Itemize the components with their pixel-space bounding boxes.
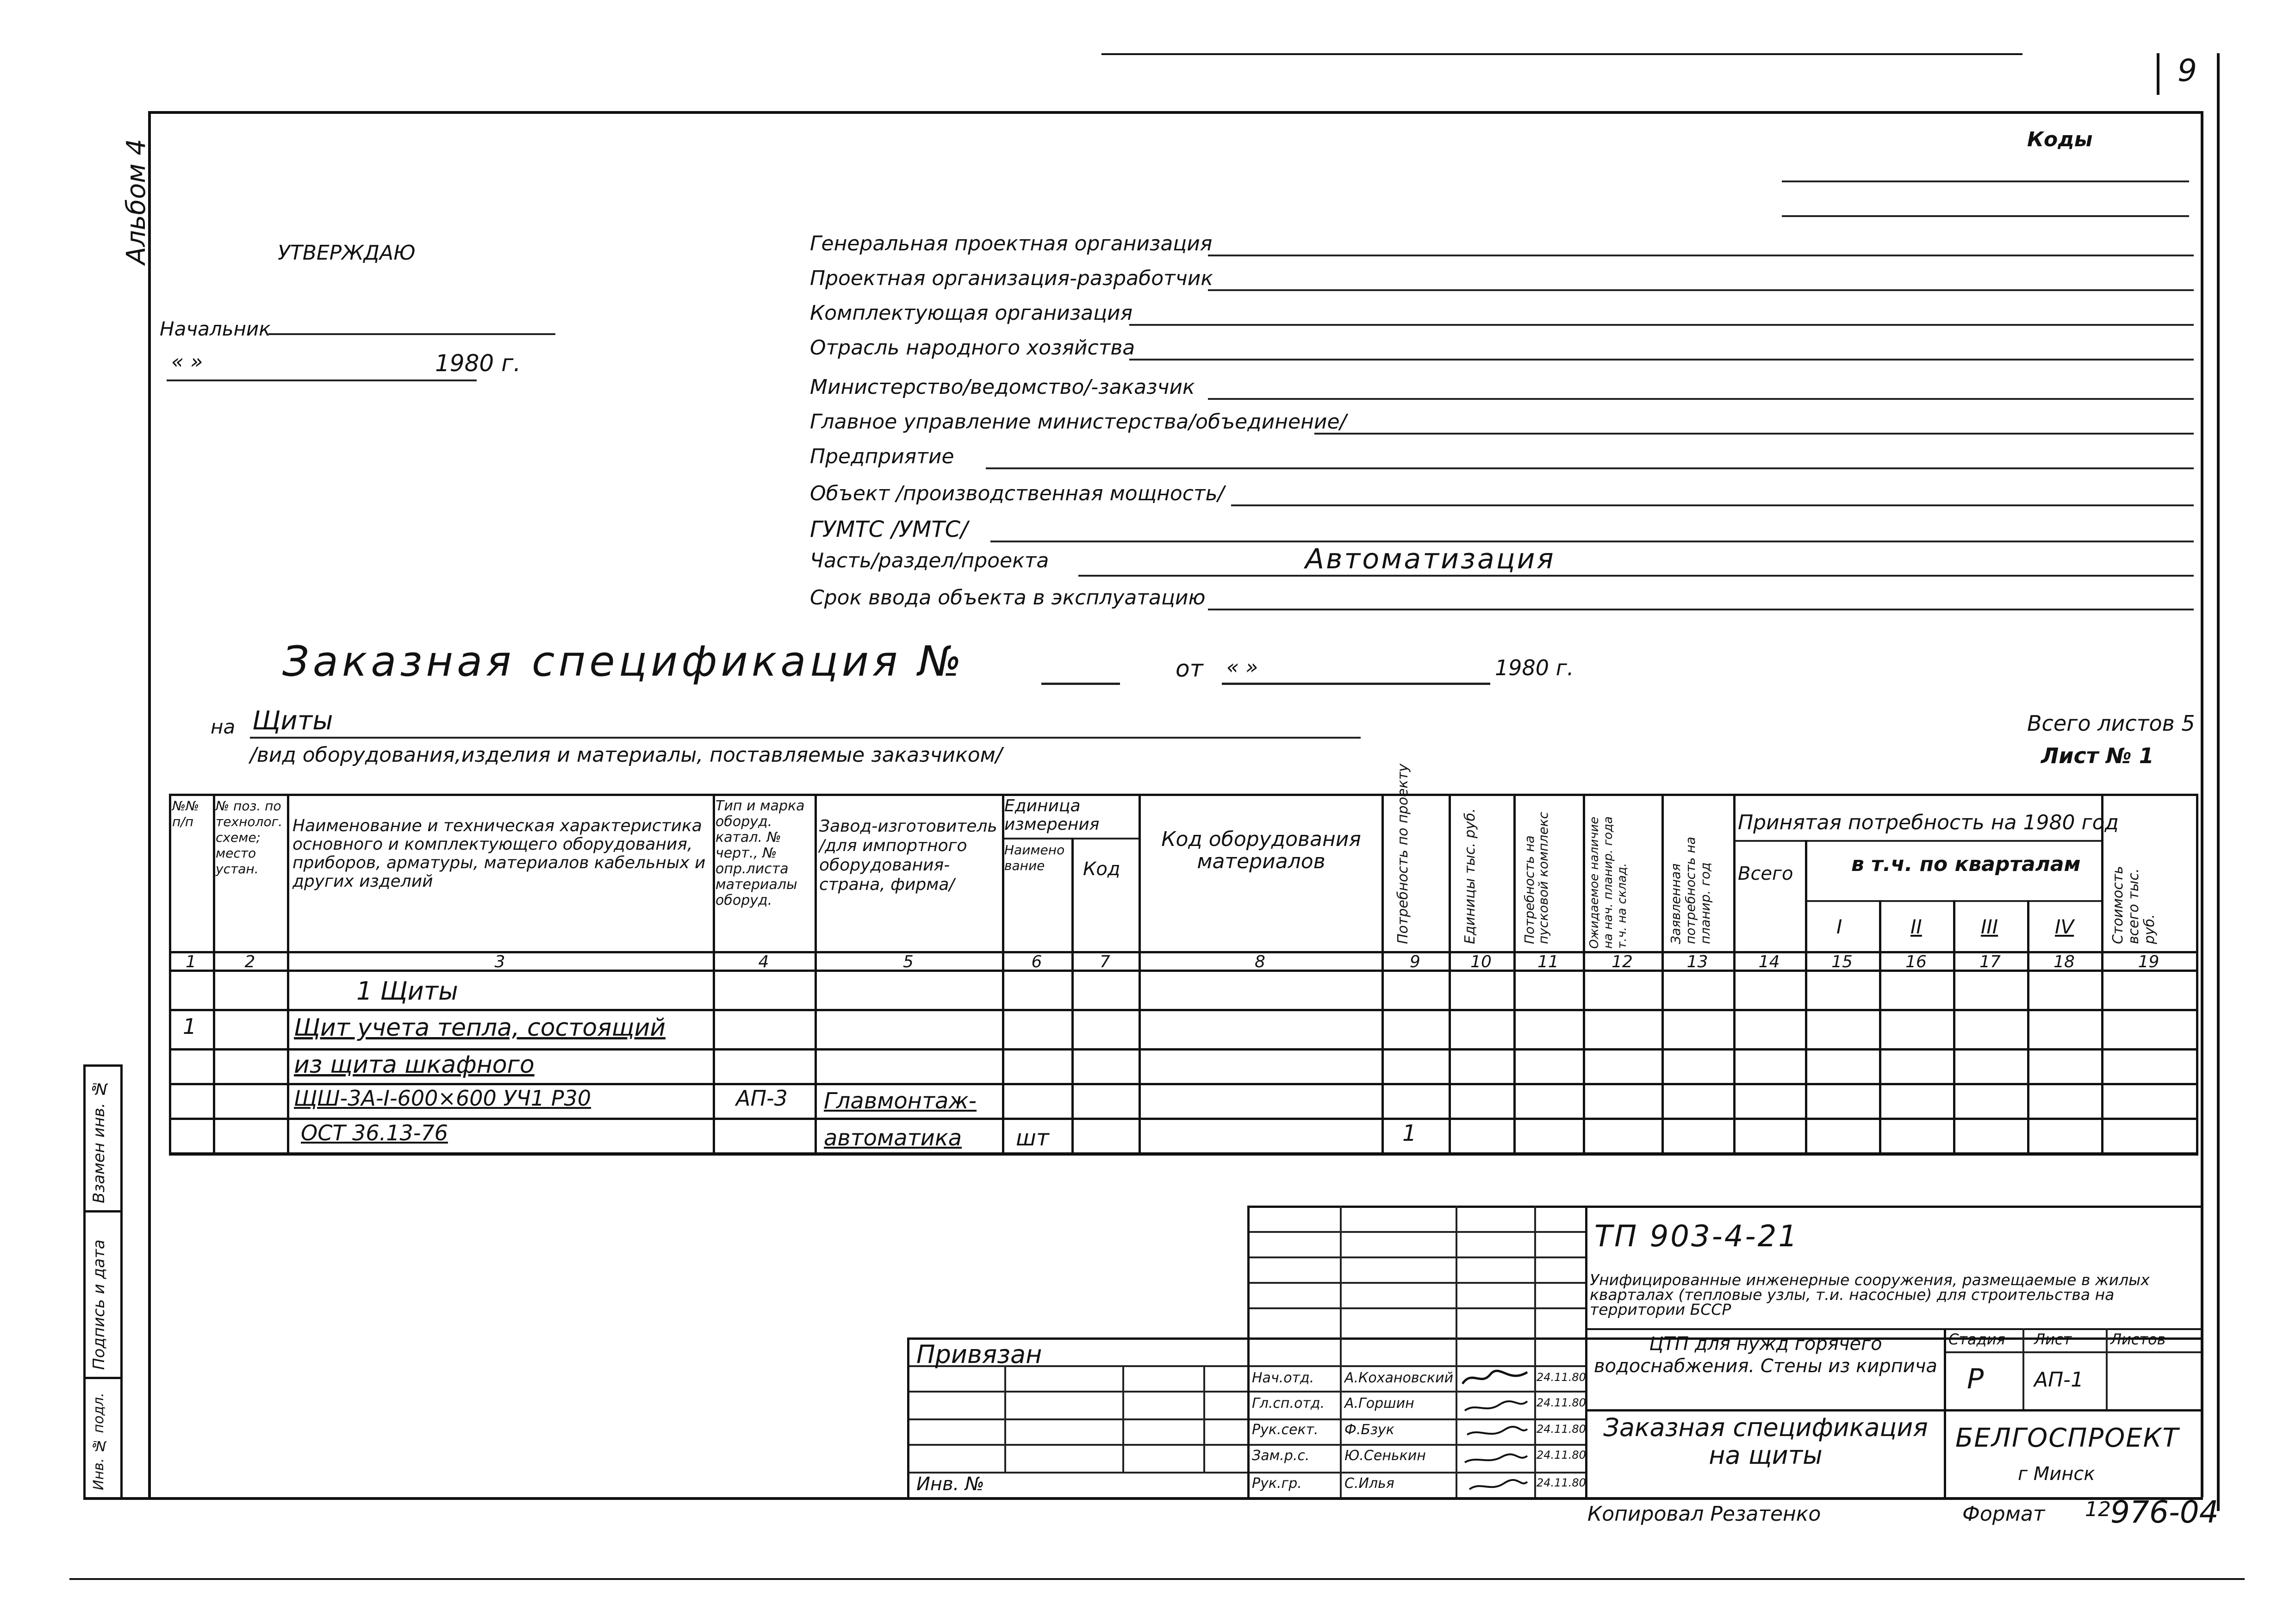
org-field-line	[1208, 289, 2194, 291]
table-row-name: Щит учета тепла, состоящий	[294, 1014, 666, 1042]
col-number: 13	[1686, 952, 1708, 971]
org-name: БЕЛГОСПРОЕКТ	[1955, 1423, 2179, 1453]
org-field-label: Главное управление министерства/объединение/	[810, 410, 1347, 434]
table-line	[169, 794, 2198, 796]
signature-name: Ю.Сенькин	[1344, 1448, 1426, 1464]
table-col-line	[713, 794, 715, 1155]
stamp-col	[1004, 1365, 1006, 1472]
frame-right	[2201, 111, 2203, 1497]
table-row-name: ЩШ-3А-I-600×600 УЧ1 Р30	[294, 1086, 591, 1111]
spec-on-hint: /вид оборудования,изделия и материалы, поставляемые заказчиком/	[250, 743, 1002, 767]
table-col-line	[1381, 794, 1384, 1155]
signature-name: Ф.Бзук	[1344, 1422, 1394, 1438]
table-row-number: 1	[183, 1014, 197, 1039]
col-header-15-18: в т.ч. по кварталам	[1851, 852, 2081, 876]
col-number: 2	[244, 952, 255, 971]
org-field-line	[1208, 609, 2194, 610]
spec-number-line	[1041, 683, 1120, 685]
table-col-line	[169, 794, 171, 1155]
org-field-line	[1208, 255, 2194, 256]
stage-label: Стадия	[1948, 1331, 2005, 1348]
stage-value: Р	[1967, 1363, 1984, 1395]
stamp-col	[1203, 1365, 1205, 1472]
col-header-14-18: Принятая потребность на 1980 год	[1738, 811, 2119, 834]
col-header-5: Завод-изготовитель /для импортного оборудования-страна, фирма/	[819, 817, 997, 894]
org-field-label: ГУМТС /УМТС/	[810, 516, 968, 542]
table-col-line	[1733, 794, 1736, 1155]
table-row-name: ОСТ 36.13-76	[301, 1120, 448, 1145]
org-field-label: Срок ввода объекта в эксплуатацию	[810, 586, 1206, 609]
col-header-8: Код оборудования материалов	[1161, 827, 1361, 873]
org-field-line	[1208, 398, 2194, 400]
signature-name: А.Кохановский	[1344, 1370, 1454, 1386]
codes-line-2	[1782, 215, 2189, 217]
col-number: 14	[1758, 952, 1780, 971]
col-number: 19	[2138, 952, 2159, 971]
inv-number-label: Инв. №	[916, 1474, 984, 1495]
quarter-2: II	[1910, 915, 1922, 938]
left-strip-line	[83, 1377, 120, 1379]
col-number: 5	[903, 952, 914, 971]
table-line	[169, 1118, 2198, 1120]
table-row-maker: Главмонтаж-	[824, 1088, 977, 1114]
stamp-col	[2106, 1328, 2108, 1409]
sign-date-label: Подпись и дата	[90, 1239, 108, 1370]
spec-on-value: Щиты	[252, 706, 333, 736]
table-col-line	[1879, 900, 1881, 1155]
col-header-1: №№ п/п	[172, 798, 199, 829]
inv-orig-label: Инв. № подл.	[91, 1393, 107, 1490]
spec-date-line	[1222, 683, 1490, 685]
col-number: 4	[758, 952, 769, 971]
table-col-line	[1661, 794, 1664, 1155]
doc-title: Заказная спецификация на щиты	[1603, 1413, 1928, 1470]
org-city: г Минск	[2018, 1463, 2095, 1485]
spec-from: от	[1176, 655, 1203, 682]
frame-left	[148, 111, 151, 1497]
table-col-line	[2101, 794, 2103, 1155]
stamp-line	[1585, 1328, 2201, 1330]
col-number: 3	[494, 952, 505, 971]
quarter-4: IV	[2055, 915, 2074, 938]
col-number: 6	[1031, 952, 1042, 971]
table-col-line	[815, 794, 817, 1155]
spec-year: 1980 г.	[1495, 655, 1574, 680]
col-header-3: Наименование и техническая характеристика основного и комплектующего оборудования, приборов, арматуры, материалов кабельных и других изделий	[292, 816, 706, 891]
codes-label: Коды	[2027, 128, 2093, 151]
approve-year: 1980 г.	[435, 350, 521, 377]
org-field-line	[986, 467, 2194, 469]
col-header-14: Всего	[1738, 863, 1793, 884]
org-field-label: Комплектующая организация	[810, 301, 1133, 325]
sheet-value: АП-1	[2034, 1368, 2084, 1392]
col-number: 17	[1979, 952, 2001, 971]
signature-date: 24.11.80	[1537, 1396, 1586, 1409]
org-field-label: Предприятие	[810, 445, 954, 468]
table-line	[169, 1083, 2198, 1085]
signature-date: 24.11.80	[1537, 1476, 1586, 1489]
col-number: 15	[1831, 952, 1853, 971]
org-field-label: Генеральная проектная организация	[810, 232, 1213, 255]
signature-date: 24.11.80	[1537, 1371, 1586, 1384]
signature-role: Зам.р.с.	[1252, 1448, 1310, 1464]
col-number: 11	[1537, 952, 1559, 971]
col-header-13: Заявленная потребность на планир. год	[1668, 836, 1713, 944]
org-field-label: Отрасль народного хозяйства	[810, 336, 1135, 360]
col-number: 12	[1612, 952, 1633, 971]
org-field-line	[1231, 504, 2194, 506]
signature-role: Нач.отд.	[1252, 1370, 1314, 1386]
section-value: Автоматизация	[1305, 543, 1556, 575]
stamp-col	[1456, 1206, 1457, 1497]
col-header-6: Наименование	[1004, 842, 1065, 873]
org-field-label: Министерство/ведомство/-заказчик	[810, 375, 1195, 399]
col-header-4: Тип и марка оборуд. катал. № черт., № опр.листа материалы оборуд.	[716, 798, 805, 908]
stamp-col	[1944, 1328, 1946, 1497]
quarter-3: III	[1981, 915, 1998, 938]
signature-scribbles	[1458, 1365, 1532, 1497]
approve-title: УТВЕРЖДАЮ	[278, 241, 416, 265]
sheet-col-label: Лист	[2034, 1331, 2072, 1348]
table-row-name: 1 Щиты	[356, 976, 458, 1006]
sheet-number-divider	[2157, 53, 2159, 95]
frame-bottom	[83, 1497, 2203, 1500]
table-col-line	[1139, 794, 1141, 1155]
left-strip-line	[83, 1210, 120, 1213]
approve-date-line	[167, 379, 477, 381]
col-number: 18	[2053, 952, 2075, 971]
org-field-label: Часть/раздел/проекта	[810, 549, 1049, 572]
bound-label: Привязан	[916, 1340, 1042, 1369]
org-field-line	[1129, 324, 2194, 326]
table-row-qty: 1	[1402, 1120, 1417, 1146]
signature-name: С.Илья	[1344, 1475, 1394, 1492]
stamp-col	[2022, 1328, 2024, 1409]
format-value: 12	[2085, 1498, 2111, 1521]
signature-date: 24.11.80	[1537, 1449, 1586, 1461]
col-header-11: Потребность на пусковой комплекс	[1522, 812, 1551, 944]
col-header-12: Ожидаемое наличие на нач. планир. года т.ч. на склад.	[1587, 816, 1629, 949]
col-header-2: № поз. по технолог. схеме; место устан.	[216, 798, 283, 877]
table-col-line	[213, 794, 215, 1155]
table-line	[169, 1048, 2198, 1051]
org-field-label: Объект /производственная мощность/	[810, 482, 1225, 505]
org-field-line	[990, 541, 2194, 542]
signature-name: А.Горшин	[1344, 1395, 1414, 1412]
total-sheets: Всего листов 5	[2027, 711, 2195, 736]
col-number: 16	[1905, 952, 1927, 971]
format-label: Формат	[1962, 1502, 2045, 1526]
stamp-col	[1122, 1365, 1124, 1472]
stamp-col	[1534, 1206, 1536, 1497]
col-number: 9	[1410, 952, 1420, 971]
org-field-line	[1129, 359, 2194, 361]
table-line	[1002, 838, 1139, 839]
org-field-label: Проектная организация-разработчик	[810, 267, 1213, 290]
copied-by: Копировал Резатенко	[1587, 1502, 1821, 1526]
left-strip-inner	[120, 1064, 123, 1499]
org-field-line	[1314, 433, 2194, 435]
project-code: ТП 903-4-21	[1594, 1219, 1799, 1254]
table-line	[169, 1155, 2198, 1156]
sheets-col-label: Листов	[2110, 1331, 2166, 1348]
table-col-line	[2196, 794, 2198, 1155]
table-col-line	[1805, 840, 1807, 1155]
col-number: 10	[1470, 952, 1492, 971]
stamp-line	[1247, 1206, 2201, 1208]
col-header-19: Стоимость всего тыс. руб.	[2110, 866, 2158, 944]
spec-title: Заказная спецификация №	[282, 637, 965, 686]
table-col-line	[2027, 900, 2029, 1155]
table-col-line	[1583, 794, 1585, 1155]
quarter-1: I	[1836, 915, 1842, 938]
frame-top	[148, 111, 2203, 114]
top-edge-line	[1101, 53, 2022, 55]
project-subtitle: Унифицированные инженерные сооружения, размещаемые в жилых кварталах (тепловые узлы, т.и. насосные) для строительства на территории БССР	[1590, 1271, 2150, 1318]
drawing-number: 976-04	[2110, 1494, 2219, 1530]
stamp-col	[1340, 1206, 1342, 1497]
signature-date: 24.11.80	[1537, 1423, 1586, 1436]
spec-date-marks: « »	[1226, 655, 1258, 679]
frame-right-outer	[2217, 53, 2220, 1511]
table-line	[1733, 840, 2101, 842]
stamp-col	[907, 1337, 909, 1497]
spec-on-line	[250, 737, 1361, 739]
approve-chief-line	[268, 333, 555, 335]
col-header-7: Код	[1083, 858, 1120, 880]
table-row-type: АП-3	[736, 1086, 788, 1111]
table-col-line	[287, 794, 289, 1155]
album-label: Альбом 4	[121, 139, 151, 265]
stamp-line	[907, 1337, 2201, 1340]
table-col-line	[1071, 838, 1074, 1155]
left-strip-outer	[83, 1064, 86, 1499]
codes-line-1	[1782, 180, 2189, 182]
col-number: 8	[1255, 952, 1265, 971]
left-strip-line	[83, 1064, 120, 1067]
table-row-unit: шт	[1016, 1125, 1049, 1151]
col-header-9: Потребность по проекту	[1395, 764, 1411, 944]
signature-role: Рук.гр.	[1252, 1475, 1302, 1492]
org-field-line	[1078, 575, 2194, 577]
table-line	[169, 1009, 2198, 1011]
sheet-number: 9	[2178, 53, 2197, 88]
signature-role: Рук.сект.	[1252, 1422, 1319, 1438]
table-col-line	[1449, 794, 1451, 1155]
table-row-name: из щита шкафного	[294, 1051, 535, 1079]
stamp-col	[1247, 1206, 1250, 1497]
col-number: 7	[1100, 952, 1110, 971]
replace-inv-label: Взамен инв. №	[90, 1079, 108, 1203]
stamp-line	[1585, 1409, 2201, 1412]
approve-date-marks: « »	[171, 350, 203, 373]
stamp-line	[1944, 1351, 2201, 1353]
page-bottom-line	[69, 1578, 2245, 1580]
table-col-line	[1513, 794, 1516, 1155]
object-name: ЦТП для нужд горячего водоснабжения. Стены из кирпича	[1594, 1333, 1937, 1377]
approve-chief: Начальник	[160, 317, 271, 340]
sheet-label: Лист № 1	[2041, 743, 2154, 768]
signature-role: Гл.сп.отд.	[1252, 1395, 1325, 1412]
col-number: 1	[186, 952, 196, 971]
table-col-line	[1953, 900, 1955, 1155]
spec-on-label: на	[211, 715, 236, 738]
col-header-6-7: Единица измерения	[1004, 796, 1100, 834]
table-row-maker: автоматика	[824, 1125, 962, 1151]
col-header-10: Единицы тыс. руб.	[1462, 808, 1478, 944]
